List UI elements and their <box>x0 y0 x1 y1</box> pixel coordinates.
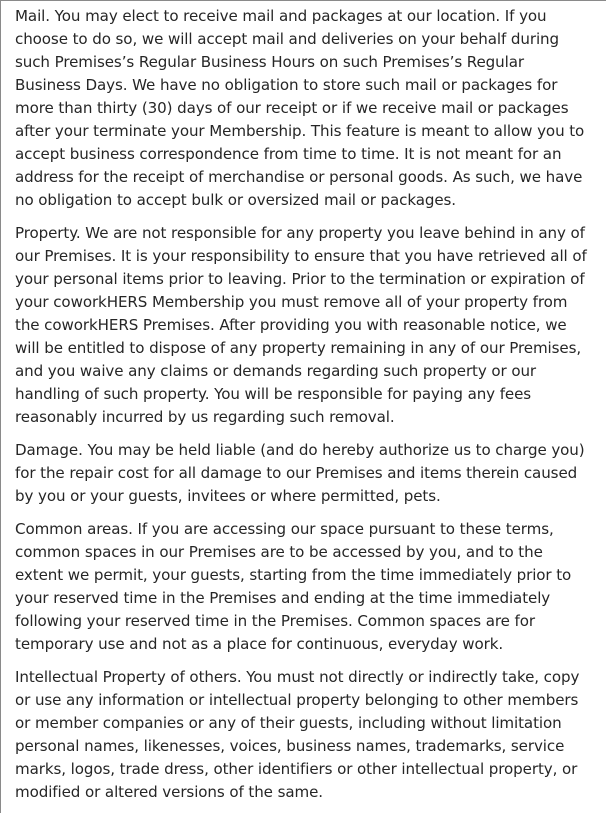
terms-document <box>15 5 591 814</box>
property-paragraph: Property. We are not responsible for any property you leave behind in any of our Premises. It is your responsibility to ensure that you have retrieved all of your personal items prior to leaving. Prior to the termination or expiration of your coworkHERS Membership you must remove all of your property from the coworkHERS Premises. After providing you with reasonable notice, we will be entitled to dispose of any property remaining in any of our Premises, and you waive any claims or demands regarding such property or our handling of such property. You will be responsible for paying any fees reasonably incurred by us regarding such removal. <box>15 224 587 426</box>
mail-paragraph: Mail. You may elect to receive mail and packages at our location. If you choose to do so, we will accept mail and deliveries on your behalf during such Premises’s Regular Business Hours on such Premises’s Regular Business Days. We have no obligation to store such mail or packages for more than thirty (30) days of our receipt or if we receive mail or packages after your terminate your Membership. This feature is meant to allow you to accept business correspondence from time to time. It is not meant for an address for the receipt of merchandise or personal goods. As such, we have no obligation to accept bulk or oversized mail or packages. <box>15 7 585 209</box>
intellectual-property-paragraph: Intellectual Property of others. You must not directly or indirectly take, copy or use any information or intellectual property belonging to other members or member companies or any of their guests, including without limitation personal names, likenesses, voices, business names, trademarks, service marks, logos, trade dress, other identifiers or other intellectual property, or modified or altered versions of the same. <box>15 668 580 801</box>
damage-paragraph: Damage. You may be held liable (and do hereby authorize us to charge you) for the repair cost for all damage to our Premises and items therein caused by you or your guests, invitees or where permitted, pets. <box>15 441 585 505</box>
common-areas-paragraph: Common areas. If you are accessing our space pursuant to these terms, common spaces in our Premises are to be accessed by you, and to the extent we permit, your guests, starting from the time immediately prior to your reserved time in the Premises and ending at the time immediately following your reserved time in the Premises. Common spaces are for temporary use and not as a place for continuous, everyday work. <box>15 520 572 653</box>
